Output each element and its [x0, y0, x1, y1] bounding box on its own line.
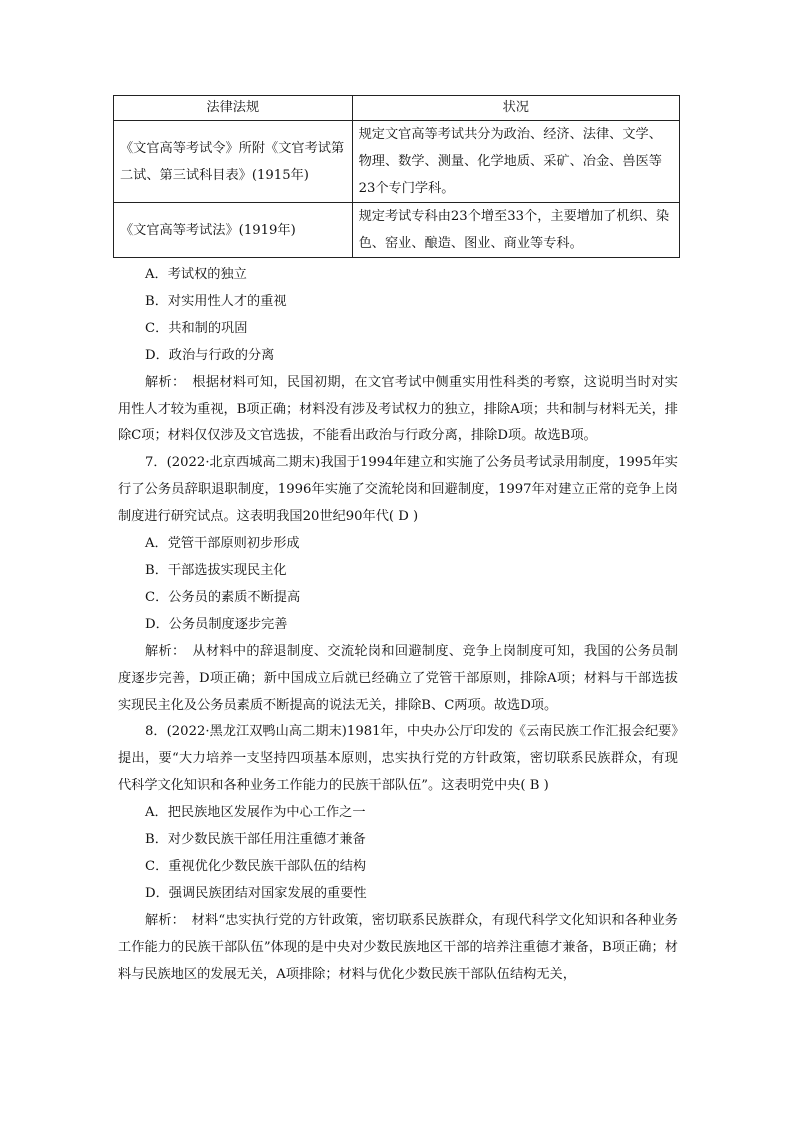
table-header-row: [114, 96, 680, 121]
table-cell-law: 《文官高等考试令》所附《文官考试第二试、第三试科目表》(1915年): [114, 121, 353, 203]
q7-option-b: B．干部选拔实现民主化: [145, 562, 287, 578]
q6-analysis: 解析： 根据材料可知，民国初期，在文官考试中侧重实用性科类的考察，这说明当时对实用性人才较为重视，B项正确；材料没有涉及考试权力的独立，排除A项；共和制与材料无关，排除C项；材料仅仅涉及文官选拔，不能看出政治与行政分离，排除D项。故选B项。: [118, 374, 678, 444]
q8-option-a: A．把民族地区发展作为中心工作之一: [145, 805, 366, 821]
column-header-status: 状况: [352, 96, 679, 121]
table-row: [114, 203, 680, 258]
q8-option-c: C．重视优化少数民族干部队伍的结构: [145, 858, 367, 874]
column-header-law: 法律法规: [114, 96, 353, 121]
questions-content: [118, 262, 678, 988]
q6-option-b: B．对实用性人才的重视: [145, 293, 287, 309]
q6-option-a: A．考试权的独立: [145, 267, 247, 282]
q7-option-d: D．公务员制度逐步完善: [145, 616, 288, 632]
table-row: [114, 121, 680, 203]
law-status-table: [113, 95, 680, 258]
table-cell-status: 规定文官高等考试共分为政治、经济、法律、文学、物理、数学、测量、化学地质、采矿、冶金、兽医等23个专门学科。: [352, 121, 679, 203]
q8-stem: 8．(2022·黑龙江双鸭山高二期末)1981年，中央办公厅印发的《云南民族工作汇报会纪要》提出，要“大力培养一支坚持四项基本原则，忠实执行党的方针政策，密切联系民族群众，有现代科学文化知识和各种业务工作能力的民族干部队伍”。这表明党中央( B ): [118, 724, 678, 794]
q6-option-d: D．政治与行政的分离: [145, 347, 275, 363]
q7-stem: 7．(2022·北京西城高二期末)我国于1994年建立和实施了公务员考试录用制度，1995年实行了公务员辞职退职制度，1996年实施了交流轮岗和回避制度，1997年对建立正常的竞争上岗制度进行研究试点。这表明我国20世纪90年代( D ): [118, 455, 678, 525]
q7-option-a: A．党管干部原则初步形成: [145, 536, 300, 552]
q7-option-c: C．公务员的素质不断提高: [145, 589, 301, 605]
q8-option-b: B．对少数民族干部任用注重德才兼备: [145, 832, 366, 848]
q6-option-c: C．共和制的巩固: [145, 320, 248, 336]
q8-analysis: 解析： 材料“忠实执行党的方针政策，密切联系民族群众，有现代科学文化知识和各种业务工作能力的民族干部队伍”体现的是中央对少数民族地区干部的培养注重德才兼备，B项正确；材料与民族地区的发展无关，A项排除；材料与优化少数民族干部队伍结构无关，: [118, 912, 678, 982]
q7-analysis: 解析： 从材料中的辞退制度、交流轮岗和回避制度、竞争上岗制度可知，我国的公务员制度逐步完善，D项正确；新中国成立后就已经确立了党管干部原则，排除A项；材料与干部选拔实现民主化及公务员素质不断提高的说法无关，排除B、C两项。故选D项。: [118, 643, 678, 713]
table-cell-law: 《文官高等考试法》(1919年): [114, 203, 353, 258]
q8-option-d: D．强调民族团结对国家发展的重要性: [145, 885, 367, 901]
table-cell-status: 规定考试专科由23个增至33个，主要增加了机织、染色、窑业、酿造、图业、商业等专科。: [352, 203, 679, 258]
